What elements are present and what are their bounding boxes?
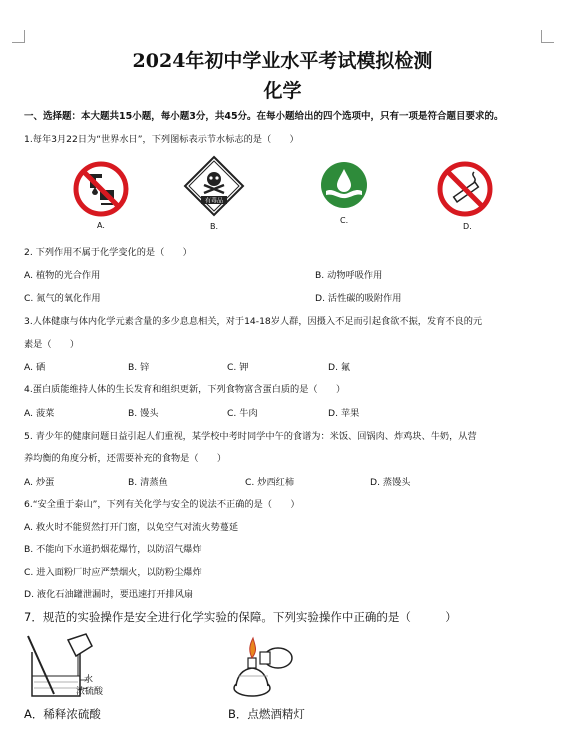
q7-option-a: A．稀释浓硫酸 xyxy=(24,707,101,721)
q3-option-d: D. 氟 xyxy=(328,362,351,373)
q5-option-c: C. 炒西红柿 xyxy=(245,477,295,488)
question-5-stem-line1: 5. 青少年的健康问题日益引起人们重视，某学校中考时同学中午的食谱为：米饭、回锅肉、炸鸡块、牛奶，从营 xyxy=(24,431,477,442)
option-label-c: C. xyxy=(340,216,349,225)
question-2-stem: 2. 下列作用不属于化学变化的是（ ） xyxy=(24,247,192,258)
q6-option-c: C. 进入面粉厂时应严禁烟火，以防粉尘爆炸 xyxy=(24,567,202,578)
page-title: 2024年初中学业水平考试模拟检测 xyxy=(132,50,433,72)
water-saving-icon xyxy=(320,161,368,209)
q3-option-a: A. 硒 xyxy=(24,362,46,373)
label-acid: 浓硫酸 xyxy=(76,687,104,697)
subject-title: 化学 xyxy=(263,80,302,102)
q2-option-c: C. 氮气的氧化作用 xyxy=(24,293,101,304)
option-label-d: D. xyxy=(463,222,472,231)
label-water: 水 xyxy=(84,675,94,685)
q6-option-b: B. 不能向下水道扔烟花爆竹，以防沼气爆炸 xyxy=(24,544,202,555)
question-5-stem-line2: 养均衡的角度分析，还需要补充的食物是（ ） xyxy=(24,453,227,464)
question-6-stem: 6.“安全重于泰山”，下列有关化学与安全的说法不正确的是（ ） xyxy=(24,499,300,510)
q7-option-b: B．点燃酒精灯 xyxy=(228,707,305,721)
question-4-stem: 4.蛋白质能维持人体的生长发育和组织更新，下列食物富含蛋白质的是（ ） xyxy=(24,384,346,395)
q5-option-a: A. 炒蛋 xyxy=(24,477,55,488)
q2-option-b: B. 动物呼吸作用 xyxy=(315,270,383,281)
q3-option-c: C. 钾 xyxy=(227,362,249,373)
option-label-b: B. xyxy=(210,222,219,231)
q6-option-d: D. 液化石油罐泄漏时，要迅速打开排风扇 xyxy=(24,589,194,600)
q4-option-a: A. 菠菜 xyxy=(24,408,55,419)
toxic-warning-icon xyxy=(183,155,245,217)
corner-mark-top-right xyxy=(541,30,554,43)
q6-option-a: A. 救火时不能贸然打开门窗，以免空气对流火势蔓延 xyxy=(24,522,239,533)
question-1-stem: 1.每年3月22日为“世界水日”，下列图标表示节水标志的是（ ） xyxy=(24,134,299,145)
q4-option-b: B. 馒头 xyxy=(128,408,159,419)
q3-option-b: B. 锌 xyxy=(128,362,150,373)
section-heading: 一、选择题：本大题共15小题，每小题3分，共45分。在每小题给出的四个选项中，只有一项是符合题目要求的。 xyxy=(24,111,504,122)
toxic-icon-text: 有毒品 xyxy=(204,197,224,205)
question-3-stem-line1: 3.人体健康与体内化学元素含量的多少息息相关，对于14-18岁人群，因摄入不足而引起食欲不振，发育不良的元 xyxy=(24,316,483,327)
no-smoking-icon xyxy=(436,160,494,218)
question-7-stem: 7．规范的实验操作是安全进行化学实验的保障。下列实验操作中正确的是（ ） xyxy=(24,610,457,624)
q2-option-a: A. 植物的光合作用 xyxy=(24,270,101,281)
no-water-waste-icon xyxy=(72,160,130,218)
q4-option-d: D. 苹果 xyxy=(328,408,360,419)
corner-mark-top-left xyxy=(12,30,25,43)
q5-option-b: B. 清蒸鱼 xyxy=(128,477,168,488)
option-label-a: A. xyxy=(97,221,105,230)
question-3-stem-line2: 素是（ ） xyxy=(24,339,80,350)
q2-option-d: D. 活性碳的吸附作用 xyxy=(315,293,402,304)
q4-option-c: C. 牛肉 xyxy=(227,408,258,419)
alcohol-lamp-figure xyxy=(228,630,300,698)
q5-option-d: D. 蒸馒头 xyxy=(370,477,411,488)
